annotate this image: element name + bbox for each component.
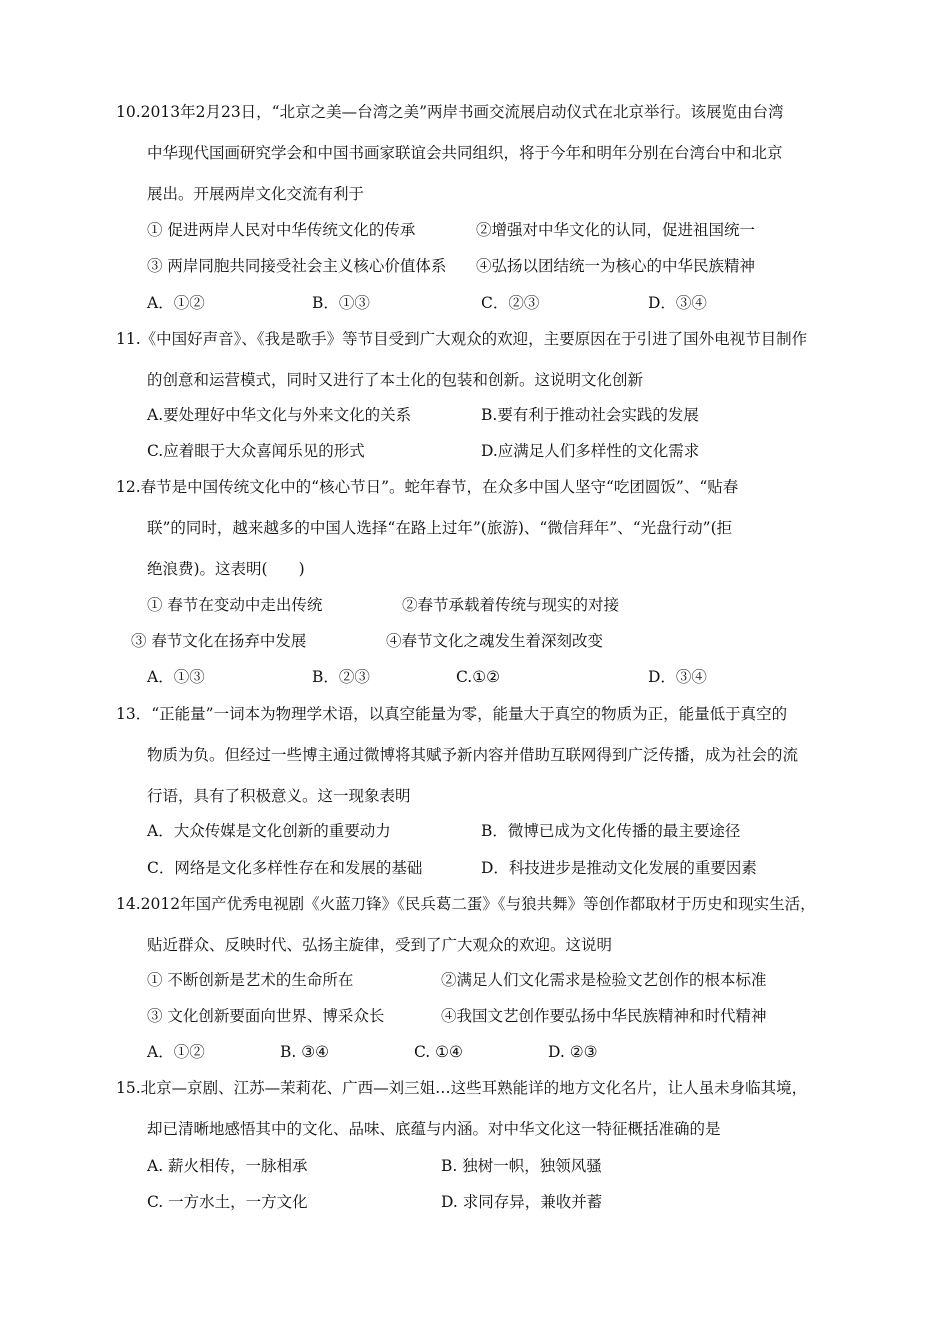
answer-option-d[interactable]: D．③④	[648, 668, 707, 686]
question-text-line: 展出。开展两岸文化交流有利于	[147, 185, 365, 203]
answer-option-a[interactable]: A．大众传媒是文化创新的重要动力	[147, 822, 391, 840]
answer-option-c[interactable]: C. 一方水土，一方文化	[147, 1193, 308, 1211]
answer-option-c[interactable]: C．网络是文化多样性存在和发展的基础	[147, 859, 423, 877]
statement-item: ②增强对中华文化的认同，促进祖国统一	[476, 221, 756, 239]
statement-item: ③ 文化创新要面向世界、博采众长	[147, 1007, 385, 1025]
answer-option-b[interactable]: B.要有利于推动社会实践的发展	[481, 406, 699, 424]
statement-item: ④春节文化之魂发生着深刻改变	[386, 632, 604, 650]
answer-option-a[interactable]: A．①③	[147, 668, 205, 686]
statement-item: ① 促进两岸人民对中华传统文化的传承	[147, 221, 416, 239]
answer-option-b[interactable]: B．微博已成为文化传播的最主要途径	[481, 822, 741, 840]
statement-item: ④弘扬以团结统一为核心的中华民族精神	[476, 257, 756, 275]
question-text-line: 12.春节是中国传统文化中的“核心节日”。蛇年春节，在众多中国人坚守“吃团圆饭”、“贴春	[116, 478, 739, 496]
statement-item: ④我国文艺创作要弘扬中华民族精神和时代精神	[441, 1007, 767, 1025]
answer-option-d[interactable]: D．③④	[648, 294, 707, 312]
answer-option-a[interactable]: A.要处理好中华文化与外来文化的关系	[147, 406, 412, 424]
question-text-line: 13．“正能量”一词本为物理学术语，以真空能量为零，能量大于真空的物质为正，能量低于真空的	[116, 705, 788, 723]
question-text-line: 10.2013年2月23日，“北京之美—台湾之美”两岸书画交流展启动仪式在北京举行。该展览由台湾	[116, 103, 784, 121]
answer-option-a[interactable]: A．①②	[147, 294, 205, 312]
question-text-line: 15.北京—京剧、江苏—茉莉花、广西—刘三姐…这些耳熟能详的地方文化名片，让人虽未身临其境，	[116, 1079, 808, 1097]
question-text-line: 行语，具有了积极意义。这一现象表明	[147, 787, 411, 805]
question-text-line: 11.《中国好声音》、《我是歌手》等节目受到广大观众的欢迎，主要原因在于引进了国外电视节目制作	[116, 330, 808, 348]
answer-option-a[interactable]: A．①②	[147, 1043, 205, 1061]
answer-option-c[interactable]: C. ①④	[414, 1043, 463, 1061]
answer-option-d[interactable]: D. ②③	[548, 1043, 598, 1061]
question-text-line: 绝浪费)。这表明( )	[147, 560, 305, 578]
statement-item: ②满足人们文化需求是检验文艺创作的根本标准	[441, 971, 767, 989]
question-text-line: 联”的同时，越来越多的中国人选择“在路上过年”(旅游)、“微信拜年”、“光盘行动”(拒	[147, 519, 733, 537]
answer-option-c[interactable]: C．②③	[481, 294, 540, 312]
question-text-line: 的创意和运营模式，同时又进行了本土化的包装和创新。这说明文化创新	[147, 371, 644, 389]
answer-option-c[interactable]: C.①②	[456, 668, 501, 686]
statement-item: ③ 两岸同胞共同接受社会主义核心价值体系	[147, 257, 447, 275]
answer-option-d[interactable]: D. 求同存异，兼收并蓄	[441, 1193, 603, 1211]
question-text-line: 物质为负。但经过一些博主通过微博将其赋予新内容并借助互联网得到广泛传播，成为社会的流	[147, 746, 799, 764]
statement-item: ②春节承载着传统与现实的对接	[402, 596, 620, 614]
question-text-line: 却已清晰地感悟其中的文化、品味、底蕴与内涵。对中华文化这一特征概括准确的是	[147, 1120, 721, 1138]
statement-item: ① 不断创新是艺术的生命所在	[147, 971, 354, 989]
answer-option-b[interactable]: B. ③④	[280, 1043, 330, 1061]
statement-item: ③ 春节文化在扬弃中发展	[131, 632, 307, 650]
answer-option-b[interactable]: B．②③	[312, 668, 370, 686]
answer-option-a[interactable]: A. 薪火相传，一脉相承	[147, 1157, 308, 1175]
question-text-line: 贴近群众、反映时代、弘扬主旋律，受到了广大观众的欢迎。这说明	[147, 936, 613, 954]
answer-option-b[interactable]: B. 独树一帜，独领风骚	[441, 1157, 602, 1175]
question-text-line: 中华现代国画研究学会和中国书画家联谊会共同组织，将于今年和明年分别在台湾台中和北京	[147, 144, 783, 162]
answer-option-b[interactable]: B．①③	[312, 294, 370, 312]
statement-item: ① 春节在变动中走出传统	[147, 596, 323, 614]
answer-option-d[interactable]: D．科技进步是推动文化发展的重要因素	[481, 859, 757, 877]
question-text-line: 14.2012年国产优秀电视剧《火蓝刀锋》《民兵葛二蛋》《与狼共舞》等创作都取材于历史和现实生活，	[116, 895, 816, 913]
answer-option-c[interactable]: C.应着眼于大众喜闻乐见的形式	[147, 442, 365, 460]
answer-option-d[interactable]: D.应满足人们多样性的文化需求	[481, 442, 700, 460]
